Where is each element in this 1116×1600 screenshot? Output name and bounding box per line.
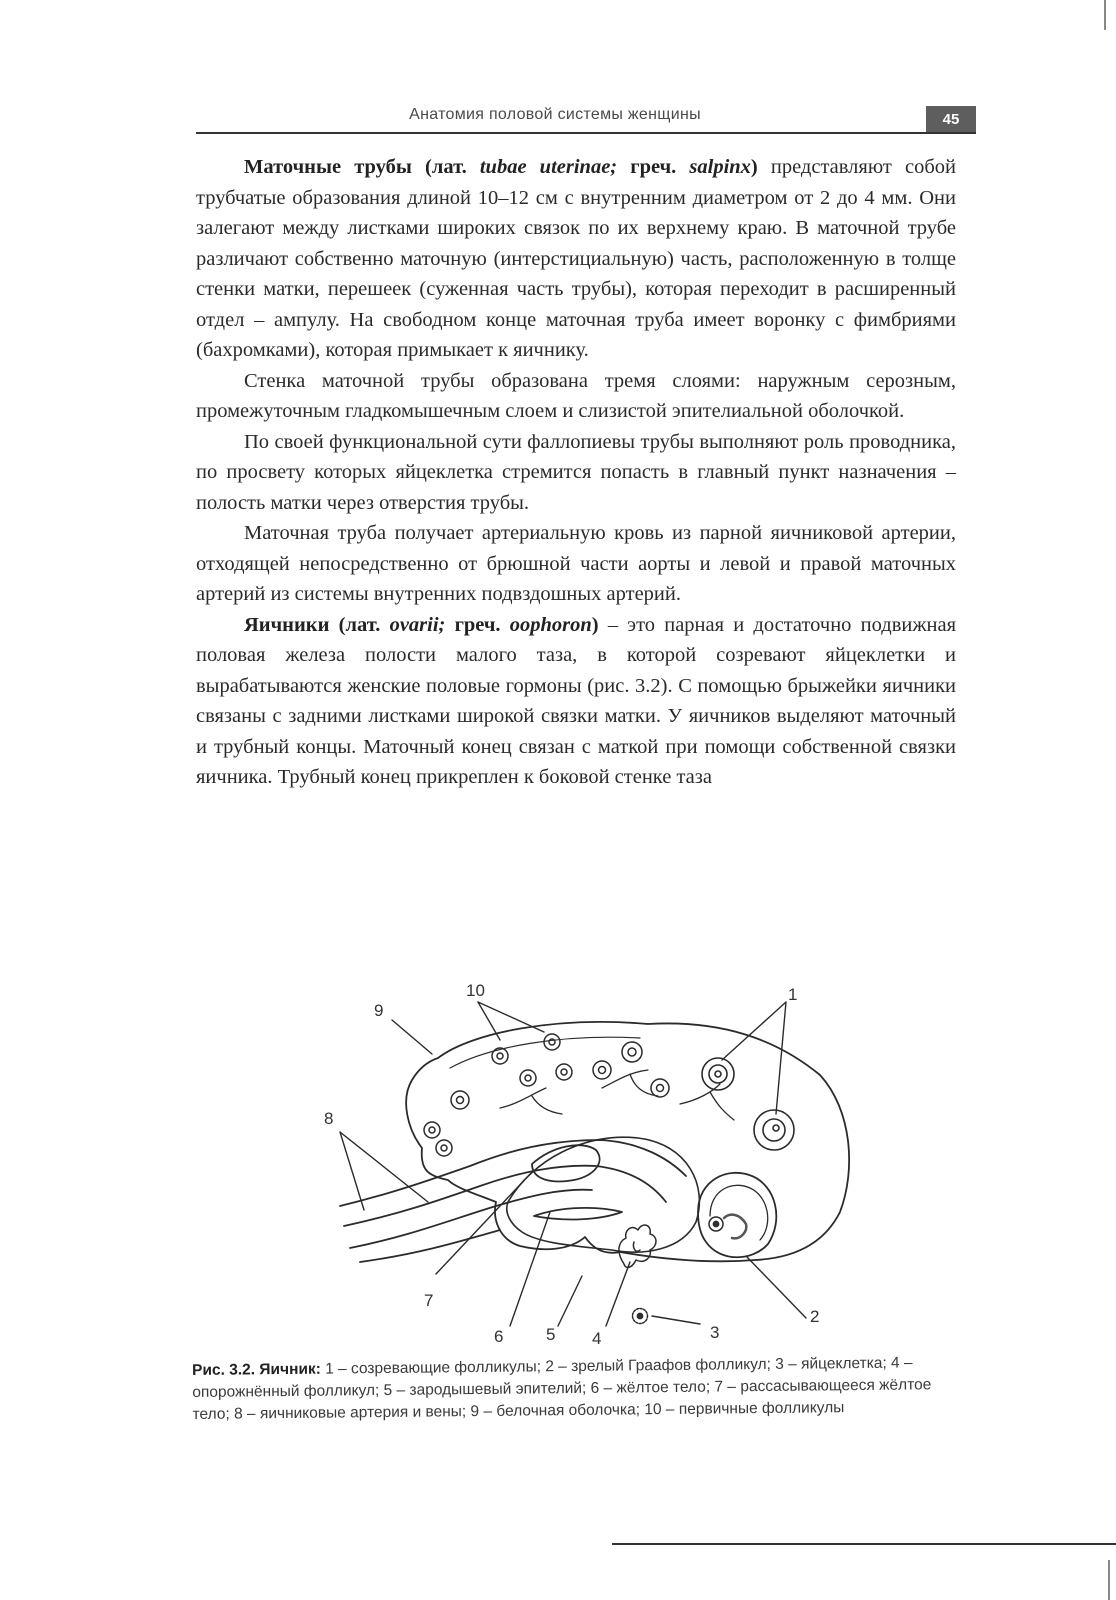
ovary-illustration (300, 980, 860, 1360)
label-2: 2 (810, 1307, 820, 1326)
scan-edge-mark-top (1104, 0, 1106, 30)
bottom-rule (612, 1543, 1116, 1545)
paragraph-ovaries: Яичники (лат. ovarii; греч. oophoron) – это парная и достаточно подвижная половая железа полости малого таза, в которой созревают яйцеклетки и вырабатываются женские половые гормоны (рис. 3.2). С помощью брыжейки яичники связаны с задними листками широкой связки матки. У яичников выделяют маточный и трубный концы. Маточный конец связан с маткой при помощи собственной связки яичника. Трубный конец прикреплен к боковой стенке таза (196, 613, 957, 788)
label-8: 8 (324, 1109, 334, 1128)
graafian-follicle (698, 1173, 776, 1257)
label-6: 6 (494, 1327, 504, 1346)
header-rule (196, 132, 976, 134)
ovarian-vessel-middle (344, 1166, 666, 1226)
ovarian-vessel-bottom (360, 1230, 500, 1262)
term-ovaries: Яичники (лат. ovarii; греч. oophoron) (244, 613, 599, 636)
figure-caption (192, 1352, 963, 1426)
paragraph-tube-wall: Стенка маточной трубы образована тремя слоями: наружным серозным, промежуточным гладкомышечным слоем и слизистой эпителиальной оболочкой. (196, 369, 956, 422)
scan-edge-mark-bottom (1108, 1560, 1110, 1600)
running-header (196, 104, 976, 134)
label-1: 1 (788, 985, 798, 1004)
paragraph-fallopian-tubes: Маточные трубы (лат. tubae uterinae; греч. salpinx) представляют собой трубчатые образования длиной 10–12 см с внутренним диаметром от 2 до 4 мм. Они залегают между листками широких связок по их верхнему краю. В маточной трубе различают собственно маточную (интерстициальную) часть, расположенную в толще стенки матки, перешеек (суженная часть трубы), которая переходит в расширенный отдел – ампулу. На свободном конце маточная труба имеет воронку с фимбриями (бахромками), которая примыкает к яичнику. (196, 156, 956, 361)
paragraph-tube-blood-supply: Маточная труба получает артериальную кровь из парной яичниковой артерии, отходящей непосредственно от брюшной части аорты и левой и правой маточных артерий из системы внутренних подвздошных артерий. (196, 522, 956, 605)
page-number: 45 (926, 106, 976, 132)
corpus-albicans (534, 1208, 622, 1220)
term-fallopian-tubes: Маточные трубы (лат. tubae uterinae; греч. salpinx) (244, 156, 758, 178)
empty-follicle (619, 1225, 656, 1267)
running-header-title: Анатомия половой системы женщины (409, 106, 701, 123)
leader-lines (340, 1002, 806, 1326)
paragraph-tube-function: По своей функциональной сути фаллопиевы трубы выполняют роль проводника, по просвету которых яйцеклетка стремится попасть в главный пункт назначения – полость матки через отверстия трубы. (196, 430, 956, 514)
figure-labels (324, 981, 819, 1348)
cortex-vessel-3 (680, 1084, 734, 1120)
body-text (196, 152, 956, 793)
ovary-figure (300, 980, 860, 1360)
label-5: 5 (546, 1325, 556, 1344)
label-3: 3 (710, 1323, 720, 1342)
label-4: 4 (592, 1329, 602, 1348)
caption-text: 1 – созревающие фолликулы; 2 – зрелый Граафов фолликул; 3 – яйцеклетка; 4 – опорожнённый фолликул; 5 – зародышевый эпителий; 6 – жёлтое тело; 7 – рассасывающееся жёлтое тело; 8 – яичниковые артерия и вены; 9 – белочная оболочка; 10 – первичные фолликулы (192, 1354, 932, 1423)
caption-label: Рис. 3.2. Яичник: (192, 1360, 321, 1379)
label-10: 10 (466, 981, 485, 1000)
label-9: 9 (374, 1001, 384, 1020)
tunica-inner-line (450, 1037, 640, 1068)
label-7: 7 (424, 1291, 434, 1310)
cortex-vessel-1 (500, 1088, 562, 1114)
ovum (633, 1309, 648, 1324)
